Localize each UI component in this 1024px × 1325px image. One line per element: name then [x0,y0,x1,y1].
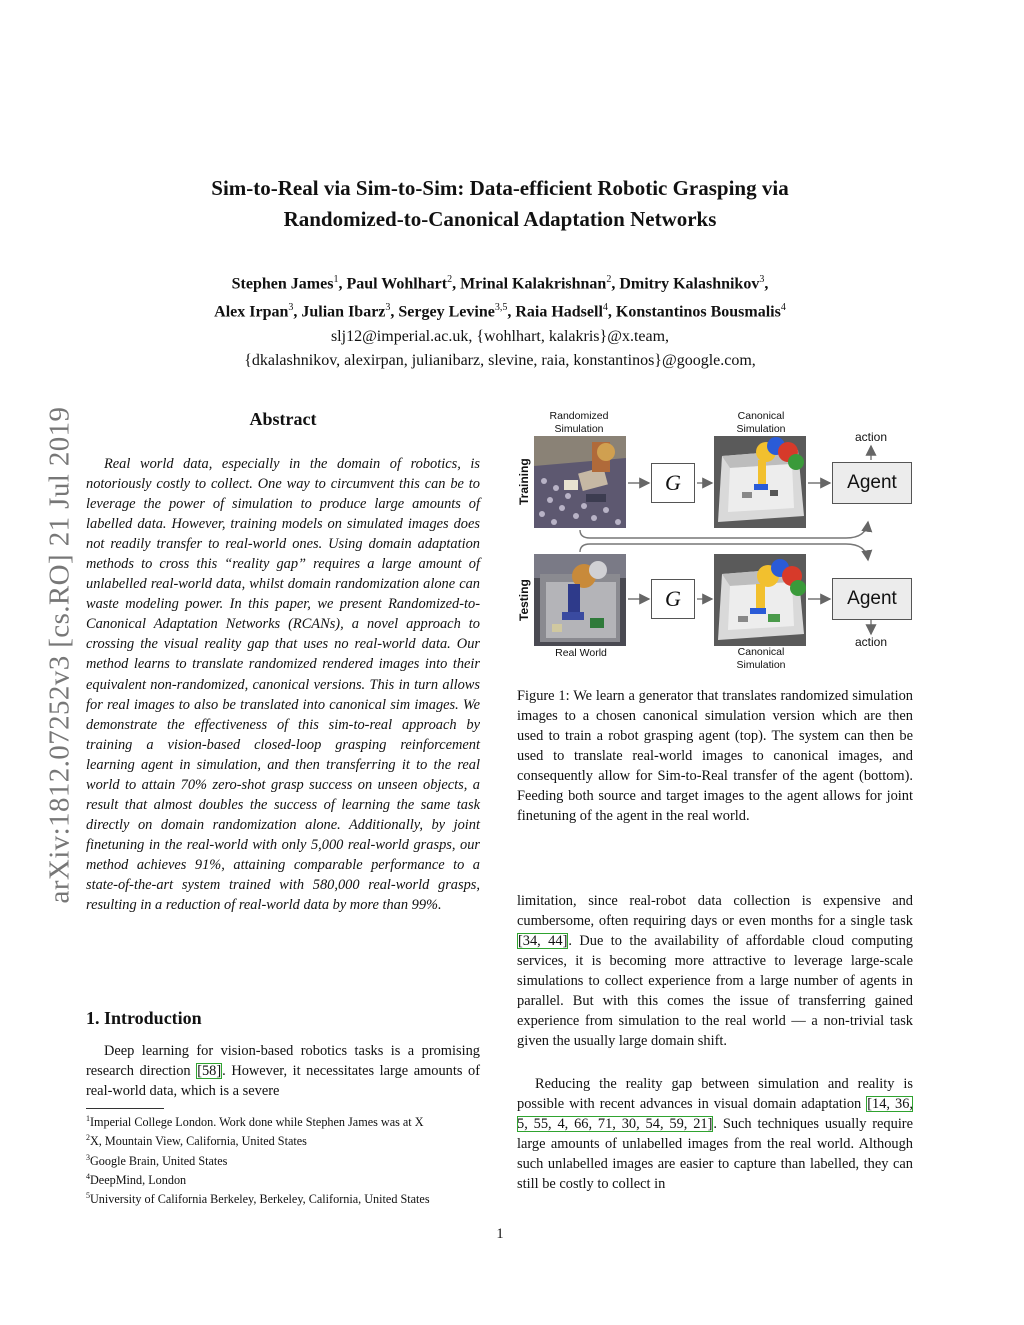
author-line-1: Stephen James$^1$, Paul Wohlhart$^2$, Mrinal Kalakrishnan$^2$, Dmitry Kalashnikov$^3$, [231,274,769,293]
author-emails-1: slj12@imperial.ac.uk, {wohlhart, kalakris}@x.team, [330,327,670,345]
author-name: Paul Wohlhart [346,275,448,293]
author-affil: 3,5 [494,302,508,314]
author-block [110,268,890,373]
right-column-paragraph-2: Reducing the reality gap between simulation and reality is possible with recent advances in visual domain adaptation [14, 36, 5, 55, 4, 66, 71, 30, 54, 59, 21]. Such techniques usually require large amounts of unlabelled images from the real world. Although such unlabelled images are easier to capture than labelled, they can still be costly to collect in [517,1076,913,1193]
intro-paragraph: Deep learning for vision-based robotics tasks is a promising research direction [58]. However, it necessitates large amounts of real-world data, which is a severe [86,1043,481,1100]
agent-box-top: Agent [832,462,912,504]
section-heading-introduction: 1. Introduction [86,1008,202,1028]
label-training: Training [517,458,531,505]
author-emails-2: {dkalashnikov, alexirpan, julianibarz, slevine, raia, konstantinos}@google.com, [244,351,756,369]
right-column-paragraph-1: limitation, since real-robot data collection is expensive and cumbersome, often requiring days or even months for a single task [34, 44]. Due to the availability of affordable cloud computing services, it is becoming more attractive to leverage large-scale simulations to collect experience from a large number of agents in parallel. But with this comes the issue of transferring gained experience from simulation to the real world — a non-trivial task given the usually large domain shift. [517,893,914,1050]
author-name: Alex Irpan [214,303,289,321]
author-line-2: Alex Irpan$^3$, Julian Ibarz$^3$, Sergey Levine$^{3,5}$, Raia Hadsell$^4$, Konstantinos Bousmalis$^4$ [214,302,786,321]
author-affil: 2 [447,274,453,285]
generator-box-bottom: G [651,579,695,619]
author-name: Sergey Levine [398,303,495,321]
footnote: $^5$University of California Berkeley, Berkeley, California, United States [86,1191,430,1207]
author-name: Dmitry Kalashnikov [619,275,760,293]
label-action-top: action [854,430,888,444]
title-line-2: Randomized-to-Canonical Adaptation Networks [283,207,717,231]
citation-link[interactable]: [14, 36, 5, 55, 4, 66, 71, 30, 54, 59, 21] [517,1096,913,1133]
label-canonical-simulation-bottom: Canonical Simulation [736,646,786,671]
footnote-divider [86,1108,164,1109]
citation-link[interactable]: [34, 44] [518,933,568,950]
page-number: 1 [496,1226,504,1242]
figure-1-diagram [516,406,916,676]
generator-box-top: G [651,463,695,503]
abstract-text: Real world data, especially in the domain of robotics, is notoriously costly to collect. One way to circumvent this can be to leverage the power of simulation to produce large amounts of labelled data. However, training models on simulated images does not readily transfer to real-world ones. Using domain adaptation methods to cross this “reality gap” requires a large amount of unlabelled real-world data, whilst domain randomization alone can waste modeling power. In this paper, we present Randomized-to-Canonical Adaptation Networks (RCANs), a novel approach to crossing the visual reality gap that uses no real-world data. Our method learns to translate randomized rendered images into their equivalent non-randomized, canonical versions. This in turn allows for real images to also be translated into canonical sim images. We demonstrate the effectiveness of this sim-to-real approach by training a vision-based closed-loop grasping reinforcement learning agent in simulation, and then transferring it to the real world to attain 70% zero-shot grasp success on unseen objects, a result that almost doubles the success of learning the same task directly on domain randomization alone. Additionally, by joint finetuning in the real-world with only 5,000 real-world grasps, our method achieves 91%, attaining comparable performance to a state-of-the-art system trained with 580,000 real-world grasps, resulting in a reduction of real-world data by more than 99%. [86,456,480,914]
abstract-heading: Abstract [249,409,317,429]
footnote: $^2$X, Mountain View, California, United States [86,1133,307,1149]
label-randomized-simulation: Randomized Simulation [549,410,609,435]
agent-box-bottom: Agent [832,578,912,620]
author-name: Mrinal Kalakrishnan [460,275,607,293]
author-affil: 4 [602,302,608,314]
figure-1-caption: Figure 1: We learn a generator that translates randomized simulation images to a chosen canonical simulation version which are then used to train a robot grasping agent (top). The system can then be used to translate real-world images to canonical images, and consequently allow for Sim-to-Real transfer of the agent (bottom). Feeding both source and target images to the agent allows for joint finetuning of the agent in the real world. [517,688,913,825]
author-name: Julian Ibarz [301,303,386,321]
author-name: Konstantinos Bousmalis [615,303,781,321]
author-affil: 3 [288,302,294,314]
title-line-1: Sim-to-Real via Sim-to-Sim: Data-efficient Robotic Grasping via [211,176,789,200]
author-affil: 3 [759,274,765,285]
author-name: Stephen James [231,275,334,293]
author-name: Raia Hadsell [515,303,603,321]
author-affil: 3 [385,302,391,314]
label-testing: Testing [517,579,531,621]
label-real-world: Real World [555,647,607,659]
footnotes [86,1111,486,1208]
footnote: $^1$Imperial College London. Work done while Stephen James was at X [86,1114,424,1130]
author-affil: 1 [333,274,339,285]
footnote: $^4$DeepMind, London [86,1172,187,1188]
footnote: $^3$Google Brain, United States [86,1152,228,1168]
citation-link[interactable]: [58] [197,1063,222,1080]
author-affil: 4 [780,302,786,314]
paper-title [150,173,850,235]
label-action-bottom: action [854,635,888,649]
author-affil: 2 [606,274,612,285]
arxiv-id: arXiv:1812.07252v3 [cs.RO] 21 Jul 2019 [43,406,76,904]
label-canonical-simulation-top: Canonical Simulation [736,410,786,435]
